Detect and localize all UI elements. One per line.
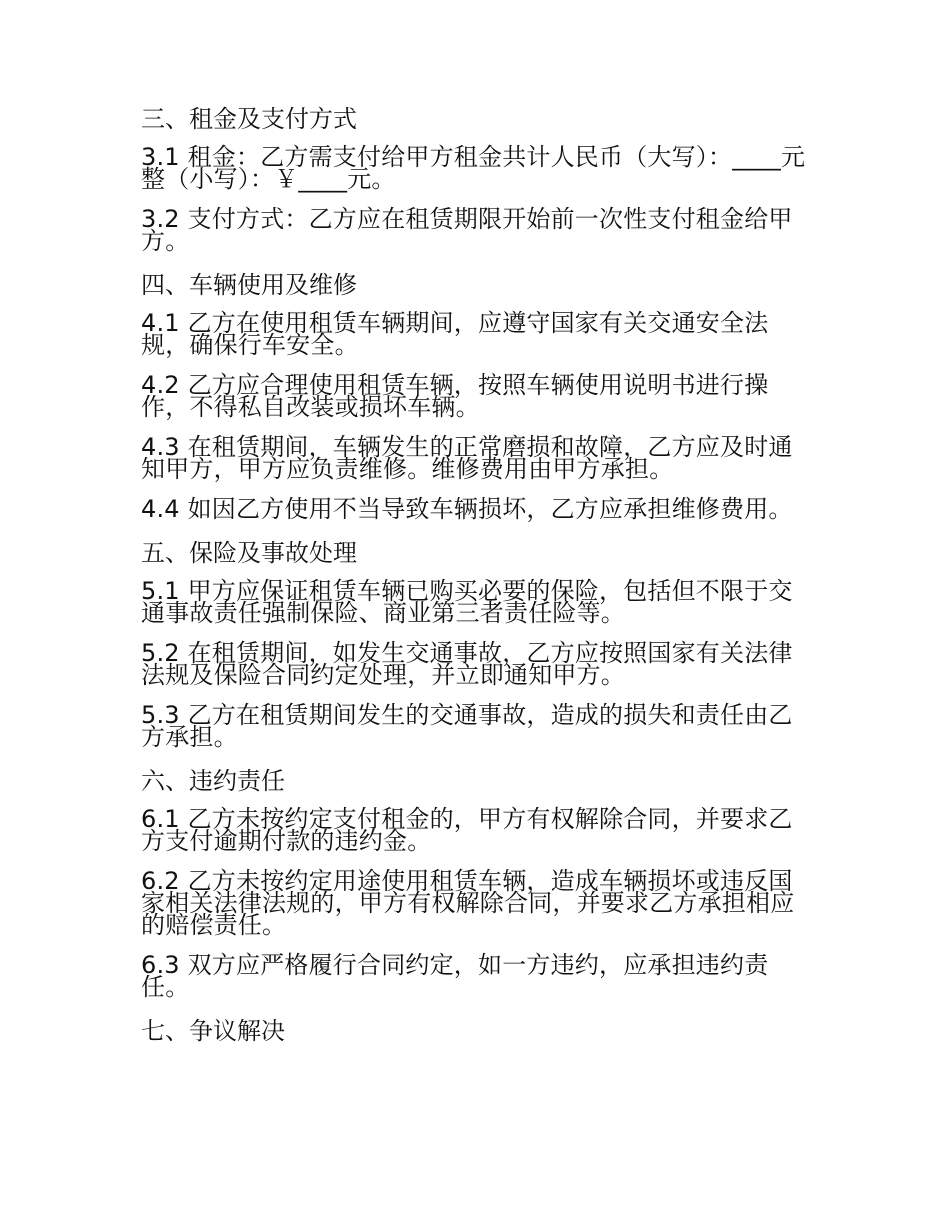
clause-4-4: 4.4 如因乙方使用不当导致车辆损坏，乙方应承担维修费用。	[141, 495, 793, 523]
clause-4-1: 4.1 乙方在使用租赁车辆期间，应遵守国家有关交通安全法规，确保行车安全。	[141, 309, 769, 359]
clause-4-2: 4.2 乙方应合理使用租赁车辆，按照车辆使用说明书进行操作，不得私自改装或损坏车辆。	[141, 371, 769, 421]
section-heading-dispute: 七、争议解决	[141, 1017, 285, 1045]
clause-4-3: 4.3 在租赁期间，车辆发生的正常磨损和故障，乙方应及时通知甲方，甲方应负责维修。维修费用由甲方承担。	[141, 433, 793, 483]
section-heading-liability: 六、违约责任	[141, 767, 285, 795]
clause-6-2: 6.2 乙方未按约定用途使用租赁车辆，造成车辆损坏或违反国家相关法律法规的，甲方有权解除合同，并要求乙方承担相应的赔偿责任。	[141, 867, 795, 939]
clause-5-3: 5.3 乙方在租赁期间发生的交通事故，造成的损失和责任由乙方承担。	[141, 701, 793, 751]
clause-6-3: 6.3 双方应严格履行合同约定，如一方违约，应承担违约责任。	[141, 951, 769, 1001]
clause-6-1: 6.1 乙方未按约定支付租金的，甲方有权解除合同，并要求乙方支付逾期付款的违约金。	[141, 805, 793, 855]
clause-3-1: 3.1 租金：乙方需支付给甲方租金共计人民币（大写）：____元整（小写）：￥____元。	[141, 143, 806, 193]
section-heading-vehicle-use: 四、车辆使用及维修	[141, 271, 357, 299]
clause-3-2: 3.2 支付方式：乙方应在租赁期限开始前一次性支付租金给甲方。	[141, 205, 793, 255]
document-body	[141, 104, 813, 1058]
clause-5-1: 5.1 甲方应保证租赁车辆已购买必要的保险，包括但不限于交通事故责任强制保险、商业第三者责任险等。	[141, 577, 793, 627]
section-heading-rent-payment: 三、租金及支付方式	[141, 105, 357, 133]
section-heading-insurance: 五、保险及事故处理	[141, 539, 357, 567]
clause-5-2: 5.2 在租赁期间，如发生交通事故，乙方应按照国家有关法律法规及保险合同约定处理，并立即通知甲方。	[141, 639, 793, 689]
